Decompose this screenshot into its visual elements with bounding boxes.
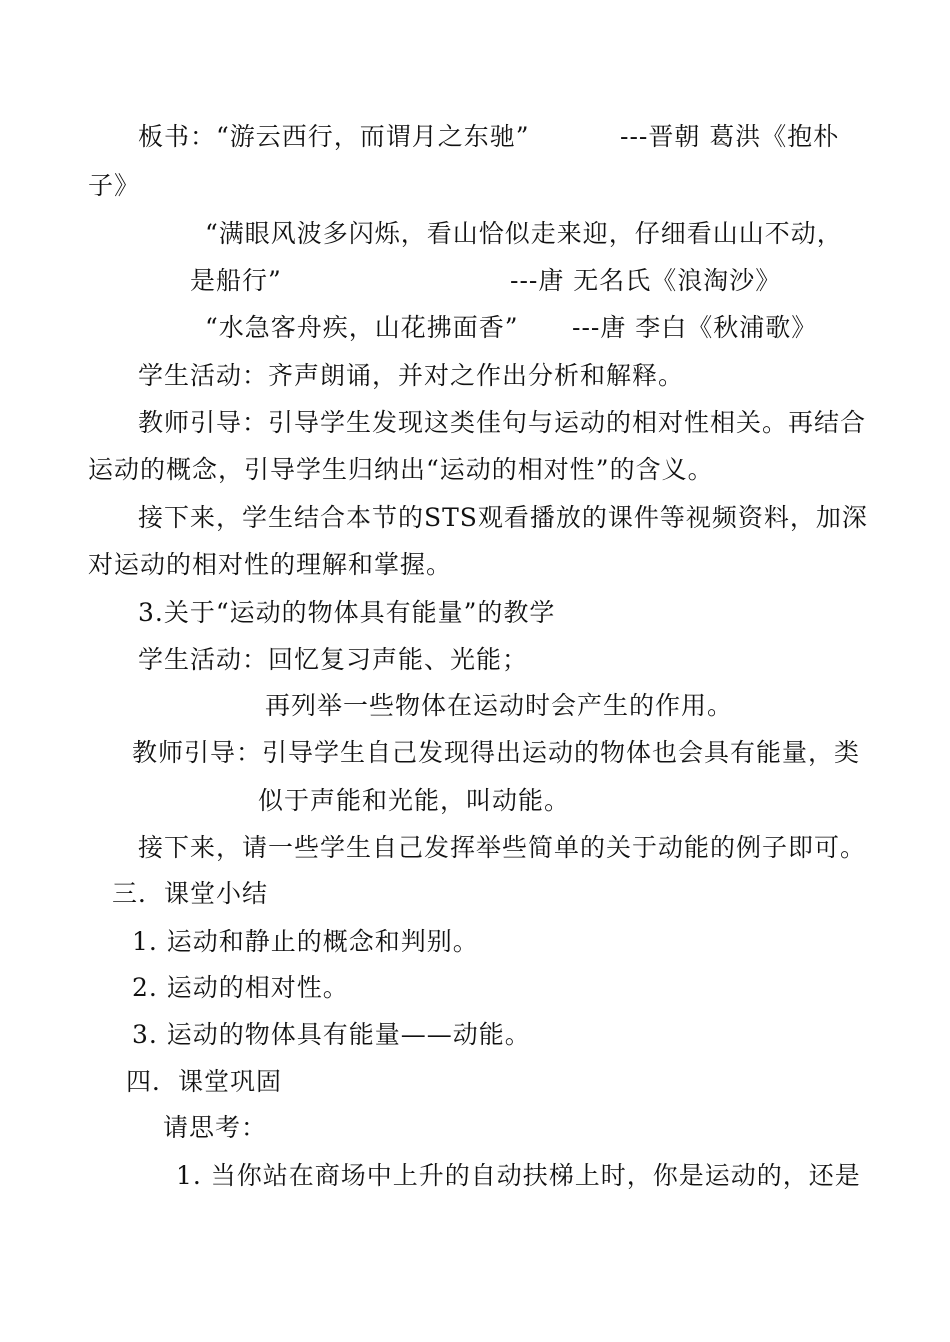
blackboard-source-1: ---晋朝 葛洪《抱朴	[620, 122, 840, 151]
consolidation-heading: 四．课堂巩固	[126, 1067, 283, 1096]
student-activity-2-line-1: 学生活动：回忆复习声能、光能；	[138, 645, 529, 674]
teacher-guide-2-line-1: 教师引导：引导学生自己发现得出运动的物体也会具有能量，类	[132, 738, 861, 767]
next-step-1-line-2: 对运动的相对性的理解和掌握。	[88, 550, 453, 579]
teacher-guide-1-line-2: 运动的概念，引导学生归纳出“运动的相对性”的含义。	[88, 455, 714, 484]
student-activity-2-line-2: 再列举一些物体在运动时会产生的作用。	[265, 691, 734, 720]
next-step-2: 接下来，请一些学生自己发挥举些简单的关于动能的例子即可。	[138, 833, 867, 862]
blackboard-line-1	[138, 121, 530, 153]
summary-item: 1. 运动和静止的概念和判别。	[132, 927, 479, 956]
blackboard-quote-1: “游云西行，而谓月之东驰”	[216, 122, 530, 151]
summary-item: 2. 运动的相对性。	[132, 973, 349, 1002]
blackboard-quote-2-line-2: 是船行”	[190, 266, 282, 295]
student-activity-1: 学生活动：齐声朗诵，并对之作出分析和解释。	[138, 361, 685, 390]
next-step-1-line-1: 接下来，学生结合本节的STS观看播放的课件等视频资料，加深	[138, 503, 868, 532]
think-label: 请思考：	[163, 1113, 268, 1142]
blackboard-source-3: ---唐 李白《秋浦歌》	[572, 313, 818, 342]
blackboard-source-2: ---唐 无名氏《浪淘沙》	[510, 266, 782, 295]
blackboard-source-1-continued: 子》	[88, 171, 141, 200]
question-1: 1. 当你站在商场中上升的自动扶梯上时，你是运动的，还是	[176, 1161, 861, 1190]
blackboard-quote-3: “水急客舟疾，山花拂面香”	[205, 313, 519, 342]
teacher-guide-1-line-1: 教师引导：引导学生发现这类佳句与运动的相对性相关。再结合	[138, 408, 867, 437]
blackboard-quote-2-line-1: “满眼风波多闪烁，看山恰似走来迎，仔细看山山不动，	[205, 219, 843, 248]
teacher-guide-2-line-2: 似于声能和光能，叫动能。	[258, 786, 571, 815]
blackboard-label: 板书：	[138, 122, 217, 151]
summary-item: 3. 运动的物体具有能量——动能。	[132, 1020, 531, 1049]
summary-heading: 三．课堂小结	[112, 879, 269, 908]
section-3-heading: 3.关于“运动的物体具有能量”的教学	[138, 598, 556, 627]
